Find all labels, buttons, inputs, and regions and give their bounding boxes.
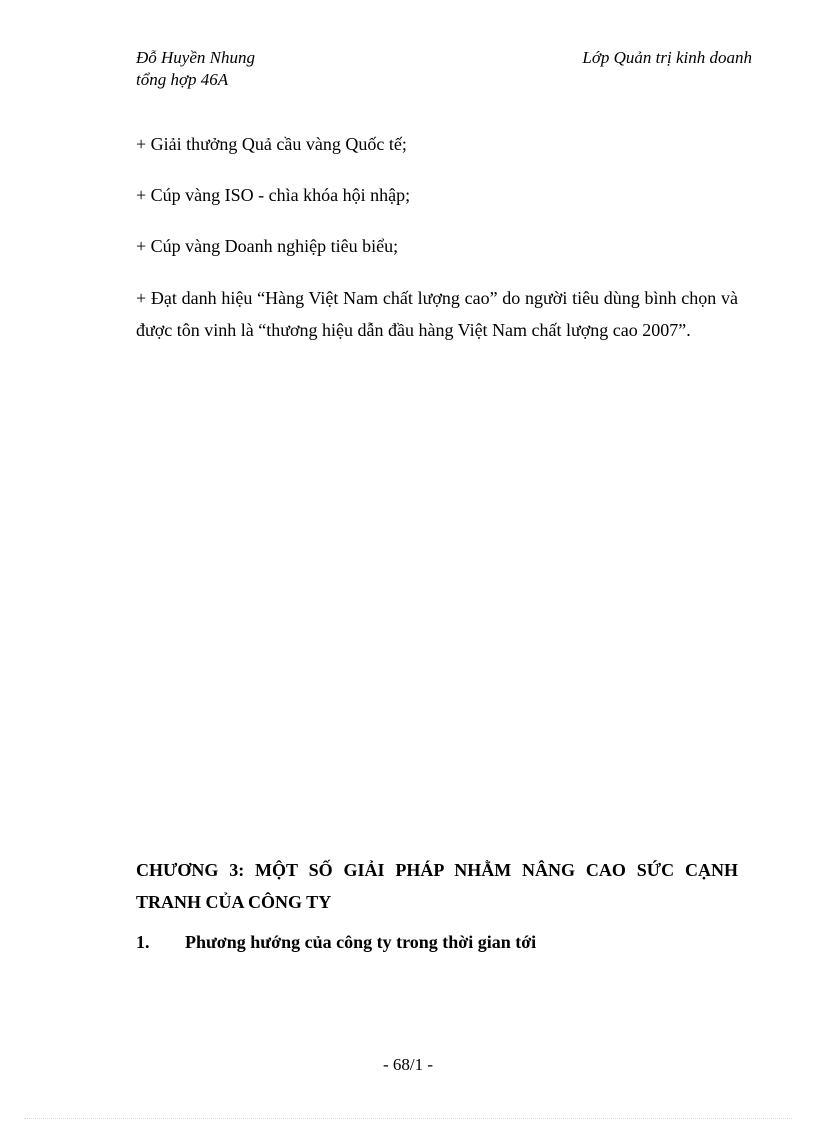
header-author (136, 47, 255, 91)
section-number: 1. (136, 932, 150, 952)
award-item-3: + Cúp vàng Doanh nghiệp tiêu biểu; (136, 236, 399, 256)
award-item-4: + Đạt danh hiệu “Hàng Việt Nam chất lượng cao” do người tiêu dùng bình chọn và được tôn vinh là “thương hiệu dẫn đầu hàng Việt Nam chất lượng cao 2007”. (136, 288, 738, 340)
header-author-class: tổng hợp 46A (136, 70, 229, 89)
header-department: Lớp Quản trị kinh doanh (582, 48, 752, 67)
page-bottom-divider (24, 1118, 792, 1119)
chapter-heading: CHƯƠNG 3: MỘT SỐ GIẢI PHÁP NHẰM NÂNG CAO SỨC CẠNH TRANH CỦA CÔNG TY (136, 860, 738, 912)
section-heading (136, 928, 738, 956)
header-author-name: Đỗ Huyền Nhung (136, 48, 255, 67)
award-item-1: + Giải thưởng Quả cầu vàng Quốc tế; (136, 134, 407, 154)
page-number: - 68/1 - (382, 1055, 434, 1074)
section-title: Phương hướng của công ty trong thời gian tới (185, 932, 537, 952)
award-item-2: + Cúp vàng ISO - chìa khóa hội nhập; (136, 185, 411, 205)
